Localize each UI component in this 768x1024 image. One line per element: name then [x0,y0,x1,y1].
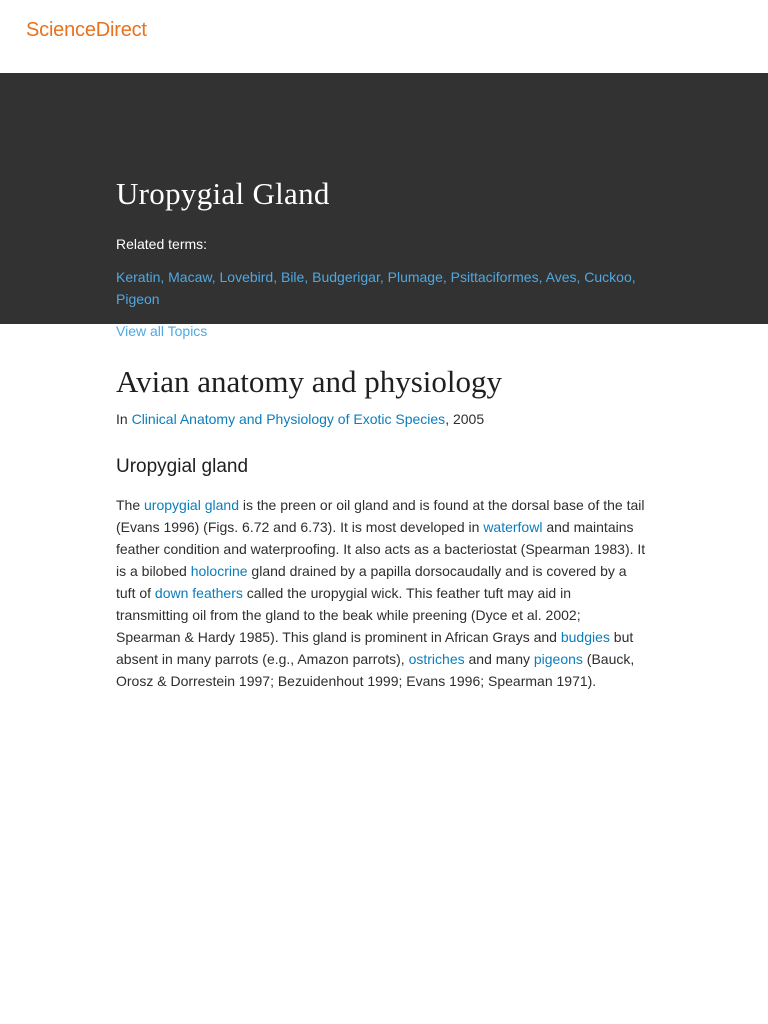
term-link-waterfowl[interactable]: waterfowl [483,519,543,535]
related-term-link[interactable]: Lovebird [219,269,274,285]
top-bar [0,0,768,73]
text-run: but absent in many parrots (e.g., Amazon parrots), [116,629,634,667]
related-term-link[interactable]: Pigeon [116,291,160,307]
related-term-link[interactable]: Bile [280,269,305,285]
text-run: called the uropygial wick. This feather tuft may aid in transmitting oil from the gland to the beak while preening (Dyce et al. 2002; Spearman & Hardy 1985). This gland is prominent in African Grays and [116,585,581,645]
sciencedirect-logo[interactable]: ScienceDirect [26,19,147,41]
term-link-holocrine[interactable]: holocrine [190,563,248,579]
related-term-link[interactable]: Plumage [387,269,443,285]
section-heading: Uropygial gland [116,456,249,477]
text-run: (Bauck, Orosz & Dorrestein 1997; Bezuidenhout 1999; Evans 1996; Spearman 1971). [116,651,635,689]
source-prefix: In [116,411,132,427]
text-run: and maintains feather condition and waterproofing. It also acts as a bacteriostat (Spearman 1983). It is a bilobed [116,519,646,579]
text-run: is the preen or oil gland and is found at the dorsal base of the tail (Evans 1996) (Figs. 6.72 and 6.73). It is most developed in [116,497,645,535]
topic-title: Uropygial Gland [116,176,330,211]
term-link-pigeons[interactable]: pigeons [533,651,583,667]
related-terms-list: Keratin, Macaw, Lovebird, Bile, Budgerigar, Plumage, Psittaciformes, Aves, Cuckoo, Pigeon [116,269,636,307]
term-link-uropygial-gland[interactable]: uropygial gland [144,497,239,513]
text-run: The [116,497,145,513]
article-source [116,411,484,427]
source-book-link[interactable]: Clinical Anatomy and Physiology of Exotic Species [131,411,446,427]
related-term-link[interactable]: Keratin [116,269,161,285]
related-term-link[interactable]: Cuckoo [584,269,632,285]
article-title: Avian anatomy and physiology [116,364,503,399]
source-year: , 2005 [445,411,485,427]
topic-hero [0,73,768,339]
related-term-link[interactable]: Budgerigar [312,269,380,285]
text-run: gland drained by a papilla dorsocaudally and is covered by a tuft of [116,563,627,601]
related-term-link[interactable]: Macaw [168,269,212,285]
term-link-budgies[interactable]: budgies [560,629,610,645]
term-link-ostriches[interactable]: ostriches [408,651,465,667]
article-paragraph [116,494,646,692]
term-link-down-feathers[interactable]: down feathers [154,585,243,601]
view-all-topics-link[interactable]: View all Topics [116,323,208,339]
related-term-link[interactable]: Aves [545,269,577,285]
related-terms-label: Related terms: [116,236,208,252]
text-run: and many [464,651,534,667]
related-term-link[interactable]: Psittaciformes [450,269,539,285]
